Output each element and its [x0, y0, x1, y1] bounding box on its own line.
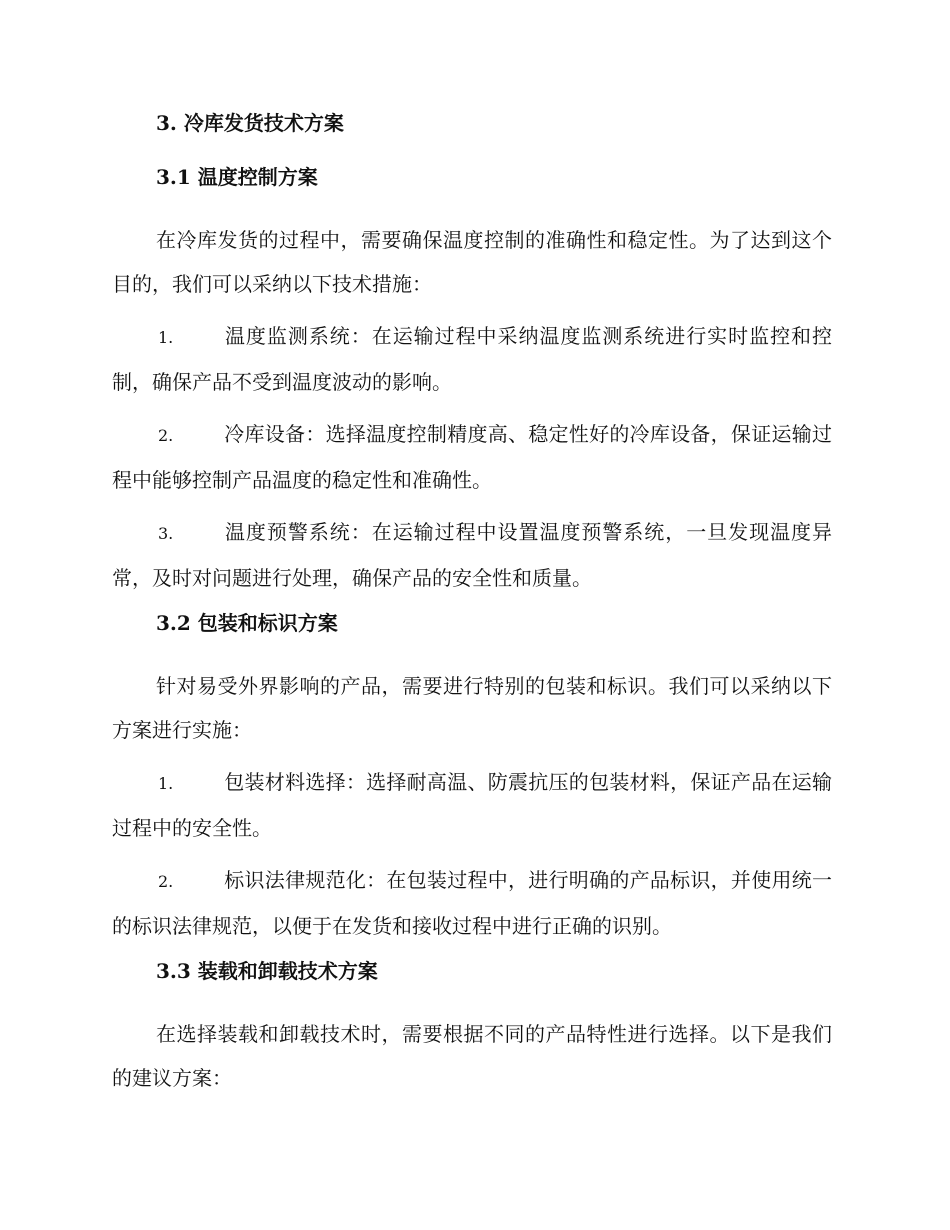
list-item: [112, 510, 832, 600]
list-number: 1.: [158, 774, 174, 793]
list-item: [112, 314, 832, 404]
list-number: 1.: [158, 328, 174, 347]
list-item: [112, 760, 832, 850]
list-text: 冷库设备：选择温度控制精度高、稳定性好的冷库设备，保证运输过程中能够控制产品温度的稳定性和准确性。: [112, 422, 832, 492]
list-text: 温度预警系统：在运输过程中设置温度预警系统，一旦发现温度异常，及时对问题进行处理，确保产品的安全性和质量。: [112, 520, 832, 590]
paragraph-3-3-intro: 在选择装载和卸载技术时，需要根据不同的产品特性进行选择。以下是我们的建议方案：: [112, 1022, 832, 1090]
list-text: 包装材料选择：选择耐高温、防震抗压的包装材料，保证产品在运输过程中的安全性。: [112, 770, 832, 840]
paragraph-3-1-intro: 在冷库发货的过程中，需要确保温度控制的准确性和稳定性。为了达到这个目的，我们可以采纳以下技术措施：: [112, 228, 832, 296]
paragraph-3-2-intro: 针对易受外界影响的产品，需要进行特别的包装和标识。我们可以采纳以下方案进行实施：: [112, 674, 832, 742]
list-text: 标识法律规范化：在包装过程中，进行明确的产品标识，并使用统一的标识法律规范，以便于在发货和接收过程中进行正确的识别。: [112, 868, 832, 938]
list-number: 2.: [158, 872, 174, 891]
subsection-heading-3-2: 3.2 包装和标识方案: [156, 611, 338, 635]
list-item: [112, 858, 832, 948]
section-heading: 3. 冷库发货技术方案: [156, 111, 344, 135]
subsection-heading-3-1: 3.1 温度控制方案: [156, 165, 318, 189]
list-number: 3.: [158, 524, 174, 543]
subsection-heading-3-3: 3.3 装载和卸载技术方案: [156, 959, 378, 983]
list-number: 2.: [158, 426, 174, 445]
list-item: [112, 412, 832, 502]
list-text: 温度监测系统：在运输过程中采纳温度监测系统进行实时监控和控制，确保产品不受到温度波动的影响。: [112, 324, 832, 394]
